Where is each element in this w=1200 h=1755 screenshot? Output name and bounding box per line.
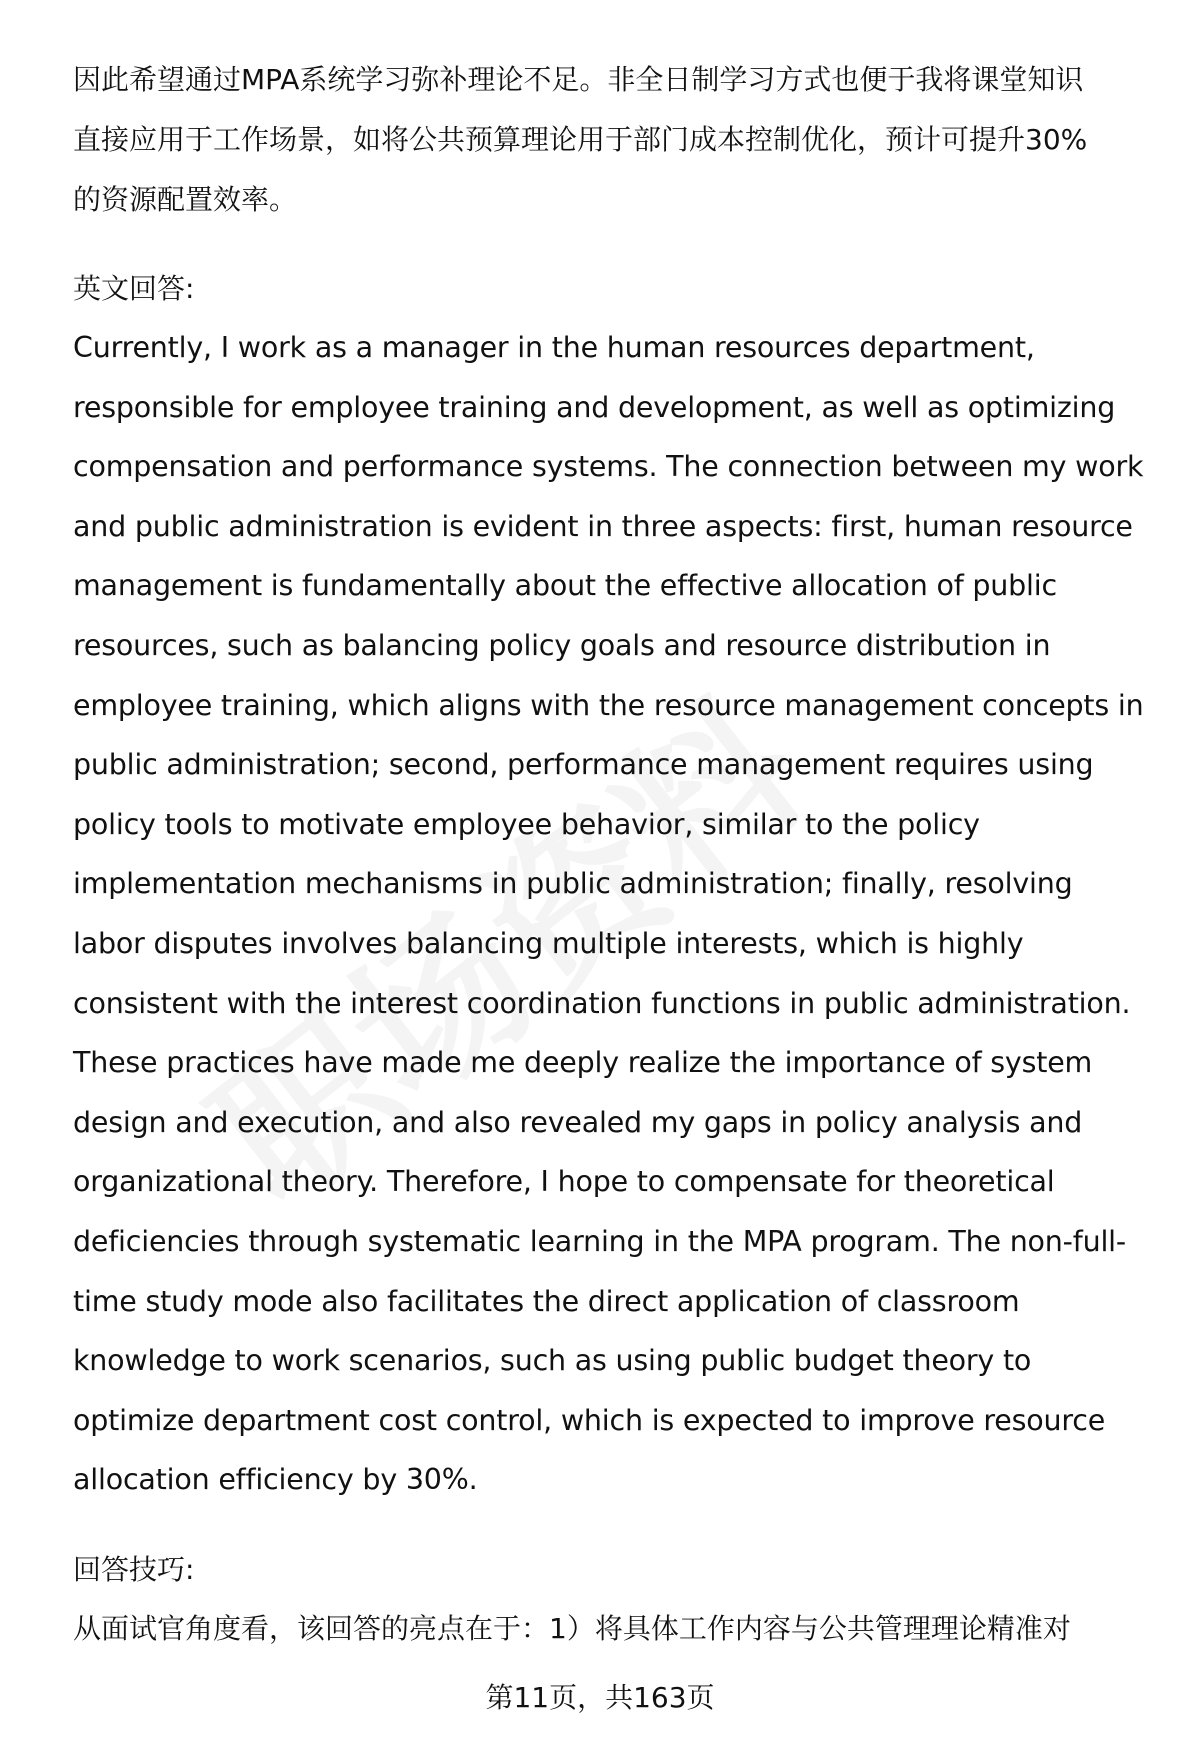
text-line: Currently, I work as a manager in the human resources department, <box>73 331 1035 364</box>
text-line: compensation and performance systems. The connection between my work <box>73 450 1144 484</box>
page-number: 第11页，共163页 <box>485 1681 715 1714</box>
text-line: management is fundamentally about the effective allocation of public <box>73 569 1057 603</box>
text-line: optimize department cost control, which is expected to improve resource <box>73 1403 1106 1437</box>
text-line: consistent with the interest coordination functions in public administration. <box>73 986 1131 1020</box>
tips-text: 从面试官角度看，该回答的亮点在于：1）将具体工作内容与公共管理理论精准对 <box>73 1612 1071 1645</box>
text-line: design and execution, and also revealed my gaps in policy analysis and <box>73 1105 1083 1139</box>
english-answer-heading: 英文回答: <box>73 272 195 305</box>
text-line: responsible for employee training and development, as well as optimizing <box>73 390 1116 424</box>
text-line: and public administration is evident in three aspects: first, human resource <box>73 509 1133 543</box>
text-line: employee training, which aligns with the resource management concepts in <box>73 688 1144 722</box>
tips-heading: 回答技巧: <box>73 1553 195 1586</box>
text-line: 因此希望通过MPA系统学习弥补理论不足。非全日制学习方式也便于我将课堂知识 <box>73 63 1084 96</box>
text-line: labor disputes involves balancing multiple interests, which is highly <box>73 927 1024 960</box>
text-line: 直接应用于工作场景，如将公共预算理论用于部门成本控制优化，预计可提升30% <box>73 123 1088 156</box>
text-line: organizational theory. Therefore, I hope to compensate for theoretical <box>73 1165 1055 1199</box>
text-line: allocation efficiency by 30%. <box>73 1463 478 1497</box>
text-line: implementation mechanisms in public administration; finally, resolving <box>73 867 1073 901</box>
text-line: deficiencies through systematic learning in the MPA program. The non-full- <box>73 1225 1126 1258</box>
text-line: resources, such as balancing policy goals and resource distribution in <box>73 629 1051 662</box>
text-line: knowledge to work scenarios, such as using public budget theory to <box>73 1344 1032 1378</box>
text-line: 的资源配置效率。 <box>73 183 298 216</box>
text-line: public administration; second, performance management requires using <box>73 748 1094 782</box>
text-line: These practices have made me deeply realize the importance of system <box>73 1046 1093 1080</box>
text-line: time study mode also facilitates the direct application of classroom <box>73 1284 1020 1318</box>
text-line: policy tools to motivate employee behavior, similar to the policy <box>73 807 980 841</box>
